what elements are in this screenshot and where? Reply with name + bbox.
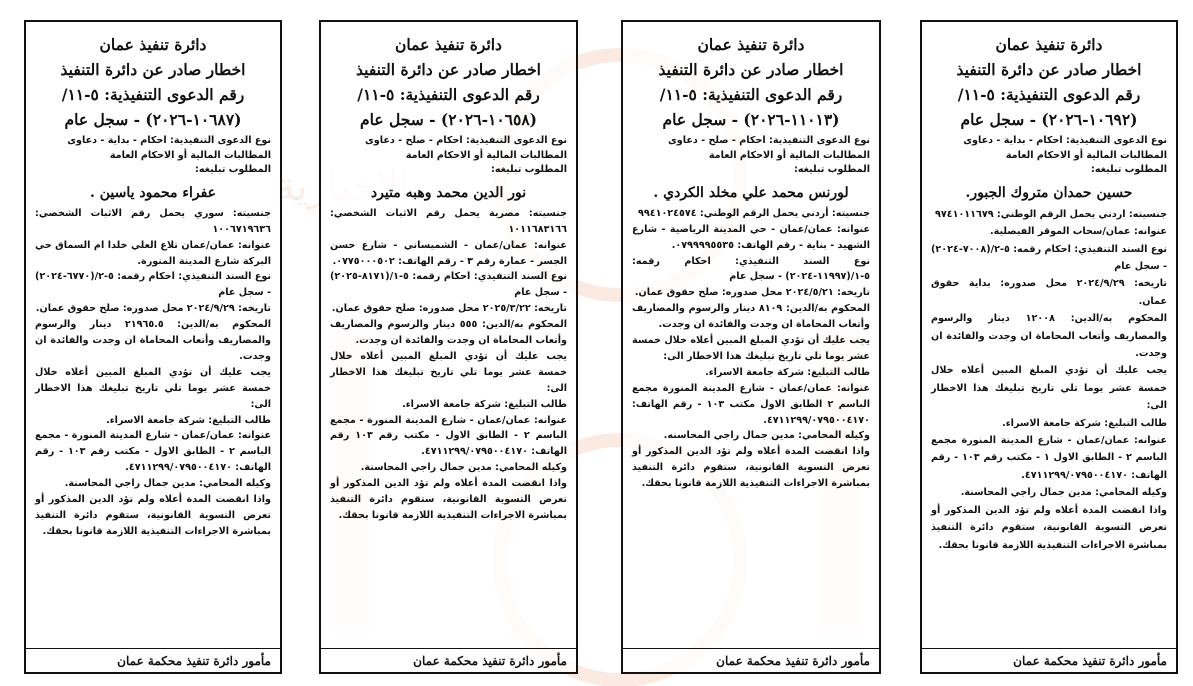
notice-warning: واذا انقضت المدة أعلاه ولم تؤد الدين المذكور أو تعرض التسوية القانونية، ستقوم دائرة التنفيذ بمباشرة الاجراءات التنفيذية اللازمة قانونا بحقك.: [931, 504, 1167, 551]
notice-date: تاريخه: ٢٠٢٤/٩/٢٩ محل صدوره: صلح حقوق عمان.: [35, 303, 271, 315]
notice-nationality: جنسيته: سوري يحمل رقم الاثبات الشخصي: ١٠٠٦٧١٩٦٣٦: [35, 207, 271, 235]
notice-lawyer: وكيله المحامي: مدين جمال راجي المحاسنة.: [360, 462, 567, 474]
notice-address: عنوانه: عمان/عمان تلاع العلي خلدا ام السماق حي البركة شارع المدينة المنورة.: [35, 239, 271, 267]
notice-date: تاريخه: ٢٠٢٤/٩/٢٩ محل صدوره: بداية حقوق عمان.: [931, 278, 1167, 307]
notice-judgment: المحكوم به/الدين: ٨١٠٩ دينار والرسوم والمصاريف وأتعاب المحاماة ان وجدت والفائدة ان وجدت.: [632, 303, 870, 331]
notice-case-number-cont: (١٠٦٩٢-٢٠٢٦) - سجل عام: [960, 110, 1138, 129]
notice-notify-label: المطلوب تبليغه:: [793, 164, 870, 176]
notice-requester: طالب التبليغ: شركة جامعة الاسراء.: [106, 414, 271, 426]
notice-obligation: يجب عليك أن تؤدي المبلغ المبين أعلاه خلال خمسة عشر يوما تلي تاريخ تبليغك هذا الاخطار الى:: [35, 366, 271, 410]
notice-notify-label: المطلوب تبليغه:: [1090, 164, 1167, 176]
notice-person-name: عفراء محمود ياسين .: [90, 184, 216, 201]
notice-address: عنوانه: عمان/عمان - الشميساني - شارع حسن الجسر - عمارة رقم ٣ - رقم الهاتف: ٠٧٧٥٠٠٠٥٠٢.: [330, 239, 567, 267]
notice-office: دائرة تنفيذ عمان: [99, 35, 207, 54]
notice-obligation: يجب عليك أن تؤدي المبلغ المبين أعلاه خلال خمسة عشر يوما تلي تاريخ تبليغك هذا الاخطار الى:: [632, 335, 870, 362]
notice-requester: طالب التبليغ: شركة جامعة الاسراء.: [705, 366, 870, 378]
notice-office: دائرة تنفيذ عمان: [995, 35, 1103, 54]
notice-instrument: نوع السند التنفيذي: احكام رقمه: ٥-١/(٨١٧١-٢٠٢٥) - سجل عام: [330, 271, 567, 299]
notice-case-number-cont: (١٠٦٨٧-٢٠٢٦) - سجل عام: [64, 110, 242, 129]
notice-nationality: جنسيته: مصرية يحمل رقم الاثبات الشخصي: ١٠١١٦٨٣١٦٦: [330, 207, 567, 235]
notice-case-type: نوع الدعوى التنفيذية: احكام - صلح - دعاوى المطالبات المالية أو الاحكام العامة: [667, 135, 870, 161]
notice-lawyer: وكيله المحامي: مدين جمال راجي المحاسنه.: [663, 430, 870, 442]
notice-case-number: رقم الدعوى التنفيذية: ٥-١١/: [957, 85, 1141, 104]
notice-title: اخطار صادر عن دائرة التنفيذ: [356, 60, 541, 79]
notice-case-number-cont: (١١٠١٣-٢٠٢٦) - سجل عام: [662, 110, 840, 129]
notice-body: [35, 206, 271, 540]
notice-footer: مأمور دائرة تنفيذ محكمة عمان: [321, 648, 576, 672]
notice-obligation: يجب عليك أن تؤدي المبلغ المبين أعلاه خلال خمسة عشر يوما تلي تاريخ تبليغك هذا الاخطار الى:: [931, 365, 1167, 412]
notice-instrument: نوع السند التنفيذي: احكام رقمه: ٥-١/(١١٩٩٧-٢٠٢٤) - سجل عام: [632, 255, 870, 283]
notice-body: [632, 206, 870, 492]
notice-notify-label: المطلوب تبليغه:: [490, 164, 567, 176]
notice-judgment: المحكوم به/الدين: ٢١٩٦٥.٥ دينار والرسوم والمصاريف وأتعاب المحاماة ان وجدت والفائدة ان وجدت.: [35, 319, 271, 362]
notice-case-type: نوع الدعوى التنفيذية: احكام - صلح - دعاوى المطالبات المالية أو الاحكام العامة: [364, 135, 567, 161]
notice-judgment: المحكوم به/الدين: ٥٥٥ دينار والرسوم والمصاريف وأتعاب المحاماة ان وجدت والفائدة ان وجدت.: [330, 319, 567, 347]
notice-date: تاريخه: ٢٠٢٤/٥/٢١ محل صدوره: صلح حقوق عمان.: [634, 287, 870, 299]
notice-person-name: لورنس محمد علي مخلد الكردي .: [653, 184, 849, 201]
notice-card-1: [24, 20, 282, 674]
notice-instrument: نوع السند التنفيذي: احكام رقمه: ٥-٢/(٧٠٠٨-٢٠٢٤) - سجل عام: [931, 243, 1167, 272]
notice-requester-address: عنوانه: عمان/عمان - شارع المدينة المنورة - مجمع الباسم ٢ - الطابق الاول - مكتب رقم ١٠٣ - رقم الهاتف: ٤٧١١٢٩٩/٠٧٩٥٠٠٤١٧٠.: [35, 430, 271, 474]
notice-footer: مأمور دائرة تنفيذ محكمة عمان: [922, 648, 1176, 672]
notice-footer: مأمور دائرة تنفيذ محكمة عمان: [623, 648, 879, 672]
notice-person-name: حسين حمدان متروك الجبور.: [965, 184, 1133, 201]
notice-case-type: نوع الدعوى التنفيذية: احكام - بداية - دعاوى المطالبات المالية أو الاحكام العامة: [963, 135, 1167, 161]
notice-requester: طالب التبليغ: شركة جامعة الاسراء.: [1002, 417, 1167, 429]
notice-footer: مأمور دائرة تنفيذ محكمة عمان: [26, 648, 280, 672]
notice-instrument: نوع السند التنفيذي: احكام رقمه: ٥-٢/(٦٧٧٠-٢٠٢٤) - سجل عام: [35, 271, 271, 299]
notice-card-2: [319, 20, 578, 674]
notice-notify-label: المطلوب تبليغه:: [194, 164, 271, 176]
notice-card-4: [920, 20, 1178, 674]
notice-title: اخطار صادر عن دائرة التنفيذ: [658, 60, 844, 79]
notice-warning: واذا انقضت المدة أعلاه ولم تؤد الدين المذكور أو تعرض التسوية القانونية، ستقوم دائرة التنفيذ بمباشرة الاجراءات التنفيذية اللازمة قانونا بحقك.: [35, 494, 271, 537]
notice-obligation: يجب عليك أن تؤدي المبلغ المبين أعلاه خلال خمسة عشر يوما تلي تاريخ تبليغك هذا الاخطار الى:: [330, 350, 567, 394]
notice-date: تاريخه: ٢٠٢٥/٣/٢٢ محل صدوره: صلح حقوق عمان.: [331, 303, 567, 315]
notice-body: [931, 206, 1167, 554]
notice-judgment: المحكوم به/الدين: ١٢٠٠٨ دينار والرسوم والمصاريف وأتعاب المحاماة ان وجدت والفائدة ان وجدت.: [931, 313, 1167, 360]
notice-lawyer: وكيله المحامي: مدين جمال راجي المحاسنة.: [64, 478, 271, 490]
notice-requester-address: عنوانه: عمان/عمان - شارع المدينة المنورة - مجمع الباسم ٢ - الطابق الاول - مكتب رقم ١٠٣ رقم الهاتف: ٤٧١١٢٩٩/٠٧٩٥٠٠٤١٧٠.: [330, 414, 567, 458]
notice-address: عنوانه: عمان/سحاب الموقر الفيصلية.: [990, 226, 1167, 238]
notice-nationality: جنسيته: اردني يحمل الرقم الوطني: ٩٧٤١٠١١٦٧٩: [935, 208, 1167, 220]
notice-body: [330, 206, 567, 524]
notice-title: اخطار صادر عن دائرة التنفيذ: [60, 60, 246, 79]
notice-card-3: [621, 20, 881, 674]
notice-case-number-cont: (١٠٦٥٨-٢٠٢٦) - سجل عام: [360, 110, 537, 129]
notice-office: دائرة تنفيذ عمان: [395, 35, 502, 54]
notice-case-number: رقم الدعوى التنفيذية: ٥-١١/: [61, 85, 245, 104]
notice-warning: واذا انقضت المدة أعلاه ولم تؤد الدين المذكور أو تعرض التسوية القانونية، ستقوم دائرة التنفيذ بمباشرة الاجراءات التنفيذية اللازمة قانونا بحقك.: [632, 446, 870, 490]
notice-case-number: رقم الدعوى التنفيذية: ٥-١١/: [659, 85, 843, 104]
notice-nationality: جنسيته: أردني يحمل الرقم الوطني: ٩٩٤١٠٢٤٥٧٤: [638, 207, 870, 219]
notice-requester: طالب التبليغ: شركة جامعة الاسراء.: [402, 398, 567, 410]
notice-case-type: نوع الدعوى التنفيذية: احكام - بداية - دعاوى المطالبات المالية أو الاحكام العامة: [67, 135, 271, 161]
notice-address: عنوانه: عمان/عمان - حي المدينة الرياضية - شارع الشهيد - بناية - رقم الهاتف: ٠٧٩٩٩٩٥٥٣٥.: [632, 223, 870, 251]
notice-requester-address: عنوانه: عمان/عمان - شارع المدينة المنورة مجمع الباسم ٢ - الطابق الاول ١ - مكتب رقم ١٠٣ - رقم الهاتف: ٤٧١١٢٩٩/٠٧٩٥٠٠٤١٧٠.: [931, 435, 1168, 481]
notice-requester-address: عنوانه: عمان/عمان - شارع المدينة المنورة مجمع الباسم ٢ الطابق الاول مكتب ١٠٣ - رقم الهاتف: ٤٧١١٢٩٩/٠٧٩٥٠٠٤١٧٠.: [632, 382, 870, 426]
notice-lawyer: وكيله المحامي: مدين جمال راجي المحاسنة.: [960, 487, 1167, 499]
notice-person-name: نور الدين محمد وهبه متيرد: [370, 184, 527, 201]
notice-office: دائرة تنفيذ عمان: [697, 35, 805, 54]
notice-case-number: رقم الدعوى التنفيذية: ٥-١١/: [357, 85, 540, 104]
notice-warning: واذا انقضت المدة أعلاه ولم تؤد الدين المذكور أو تعرض التسوية القانونية، ستقوم دائرة التنفيذ بمباشرة الاجراءات التنفيذية اللازمة قانونا بحقك.: [330, 478, 567, 521]
notice-title: اخطار صادر عن دائرة التنفيذ: [956, 60, 1142, 79]
